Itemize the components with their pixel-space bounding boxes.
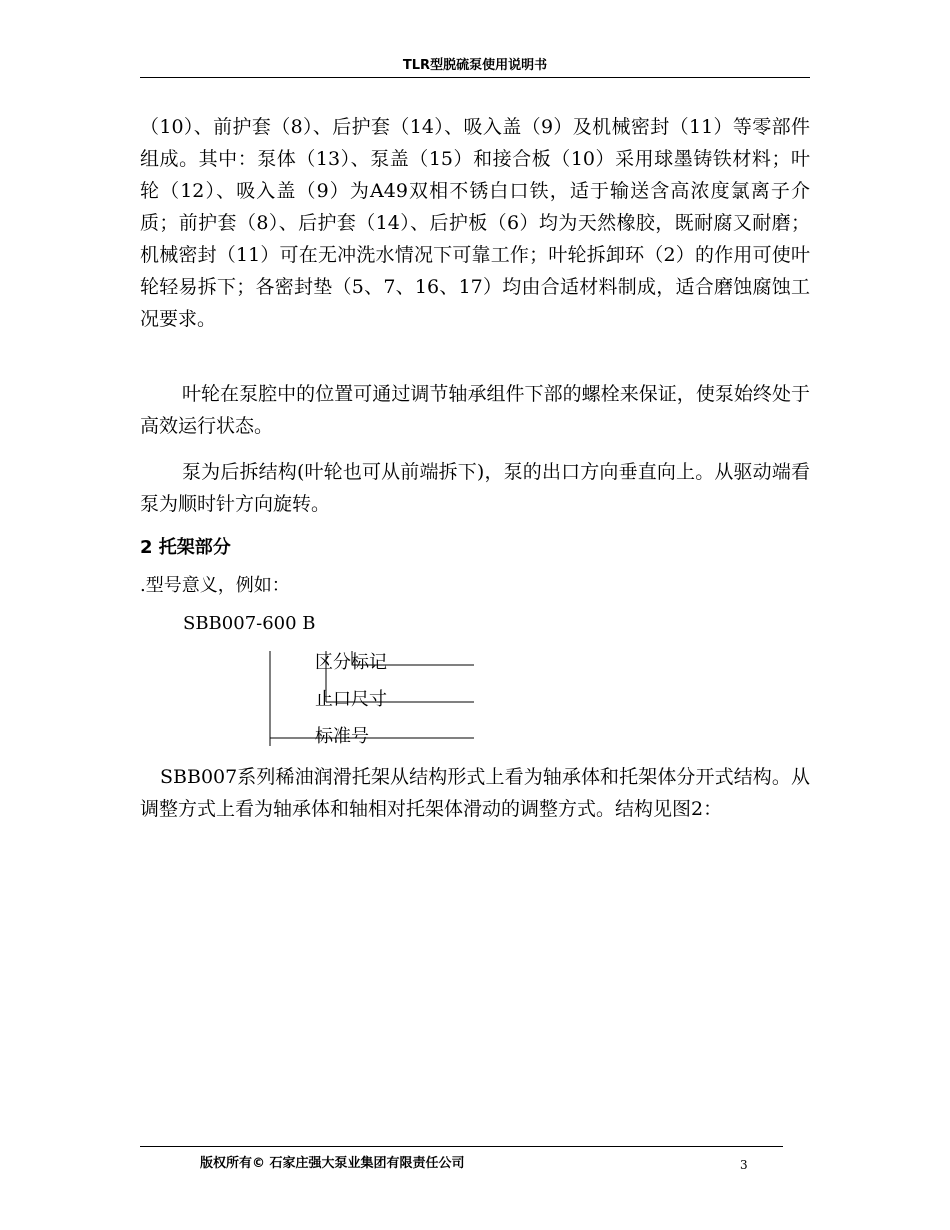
paragraph-disassembly: 泵为后拆结构(叶轮也可从前端拆下)，泵的出口方向垂直向上。从驱动端看泵为顺时针方向旋转。 [140,461,810,515]
label-standard-number: 标准号 [315,726,369,747]
header-divider [140,77,810,78]
label-spigot-size: 止口尺寸 [315,689,387,710]
label-distinguishing-mark: 区分标记 [315,652,387,673]
model-meaning-intro: .型号意义，例如： [140,575,290,596]
model-code-example: SBB007-600 B [183,613,316,634]
page-number: 3 [740,1158,748,1172]
page-header-title: TLR型脱硫泵使用说明书 [402,58,548,73]
paragraph-impeller-position: 叶轮在泵腔中的位置可通过调节轴承组件下部的螺栓来保证，使泵始终处于高效运行状态。 [140,383,810,437]
footer-divider [140,1146,783,1147]
paragraph-bracket-structure: SBB007系列稀油润滑托架从结构形式上看为轴承体和托架体分开式结构。从调整方式上看为轴承体和轴相对托架体滑动的调整方式。结构见图2： [140,766,810,820]
section-heading-bracket: 2 托架部分 [140,537,231,558]
paragraph-components: （10）、前护套（8）、后护套（14）、吸入盖（9）及机械密封（11）等零部件组成。其中：泵体（13）、泵盖（15）和接合板（10）采用球墨铸铁材料；叶轮（12）、吸入盖（9）为A49双相不锈白口铁，适于输送含高浓度氯离子介质；前护套（8）、后护套（14）、后护板（6）均为天然橡胶，既耐腐又耐磨；机械密封（11）可在无冲洗水情况下可靠工作；叶轮拆卸环（2）的作用可使叶轮轻易拆下；各密封垫（5、7、16、17）均由合适材料制成，适合磨蚀腐蚀工况要求。 [140,116,810,330]
footer-copyright: 版权所有© 石家庄强大泵业集团有限责任公司 [200,1156,465,1171]
